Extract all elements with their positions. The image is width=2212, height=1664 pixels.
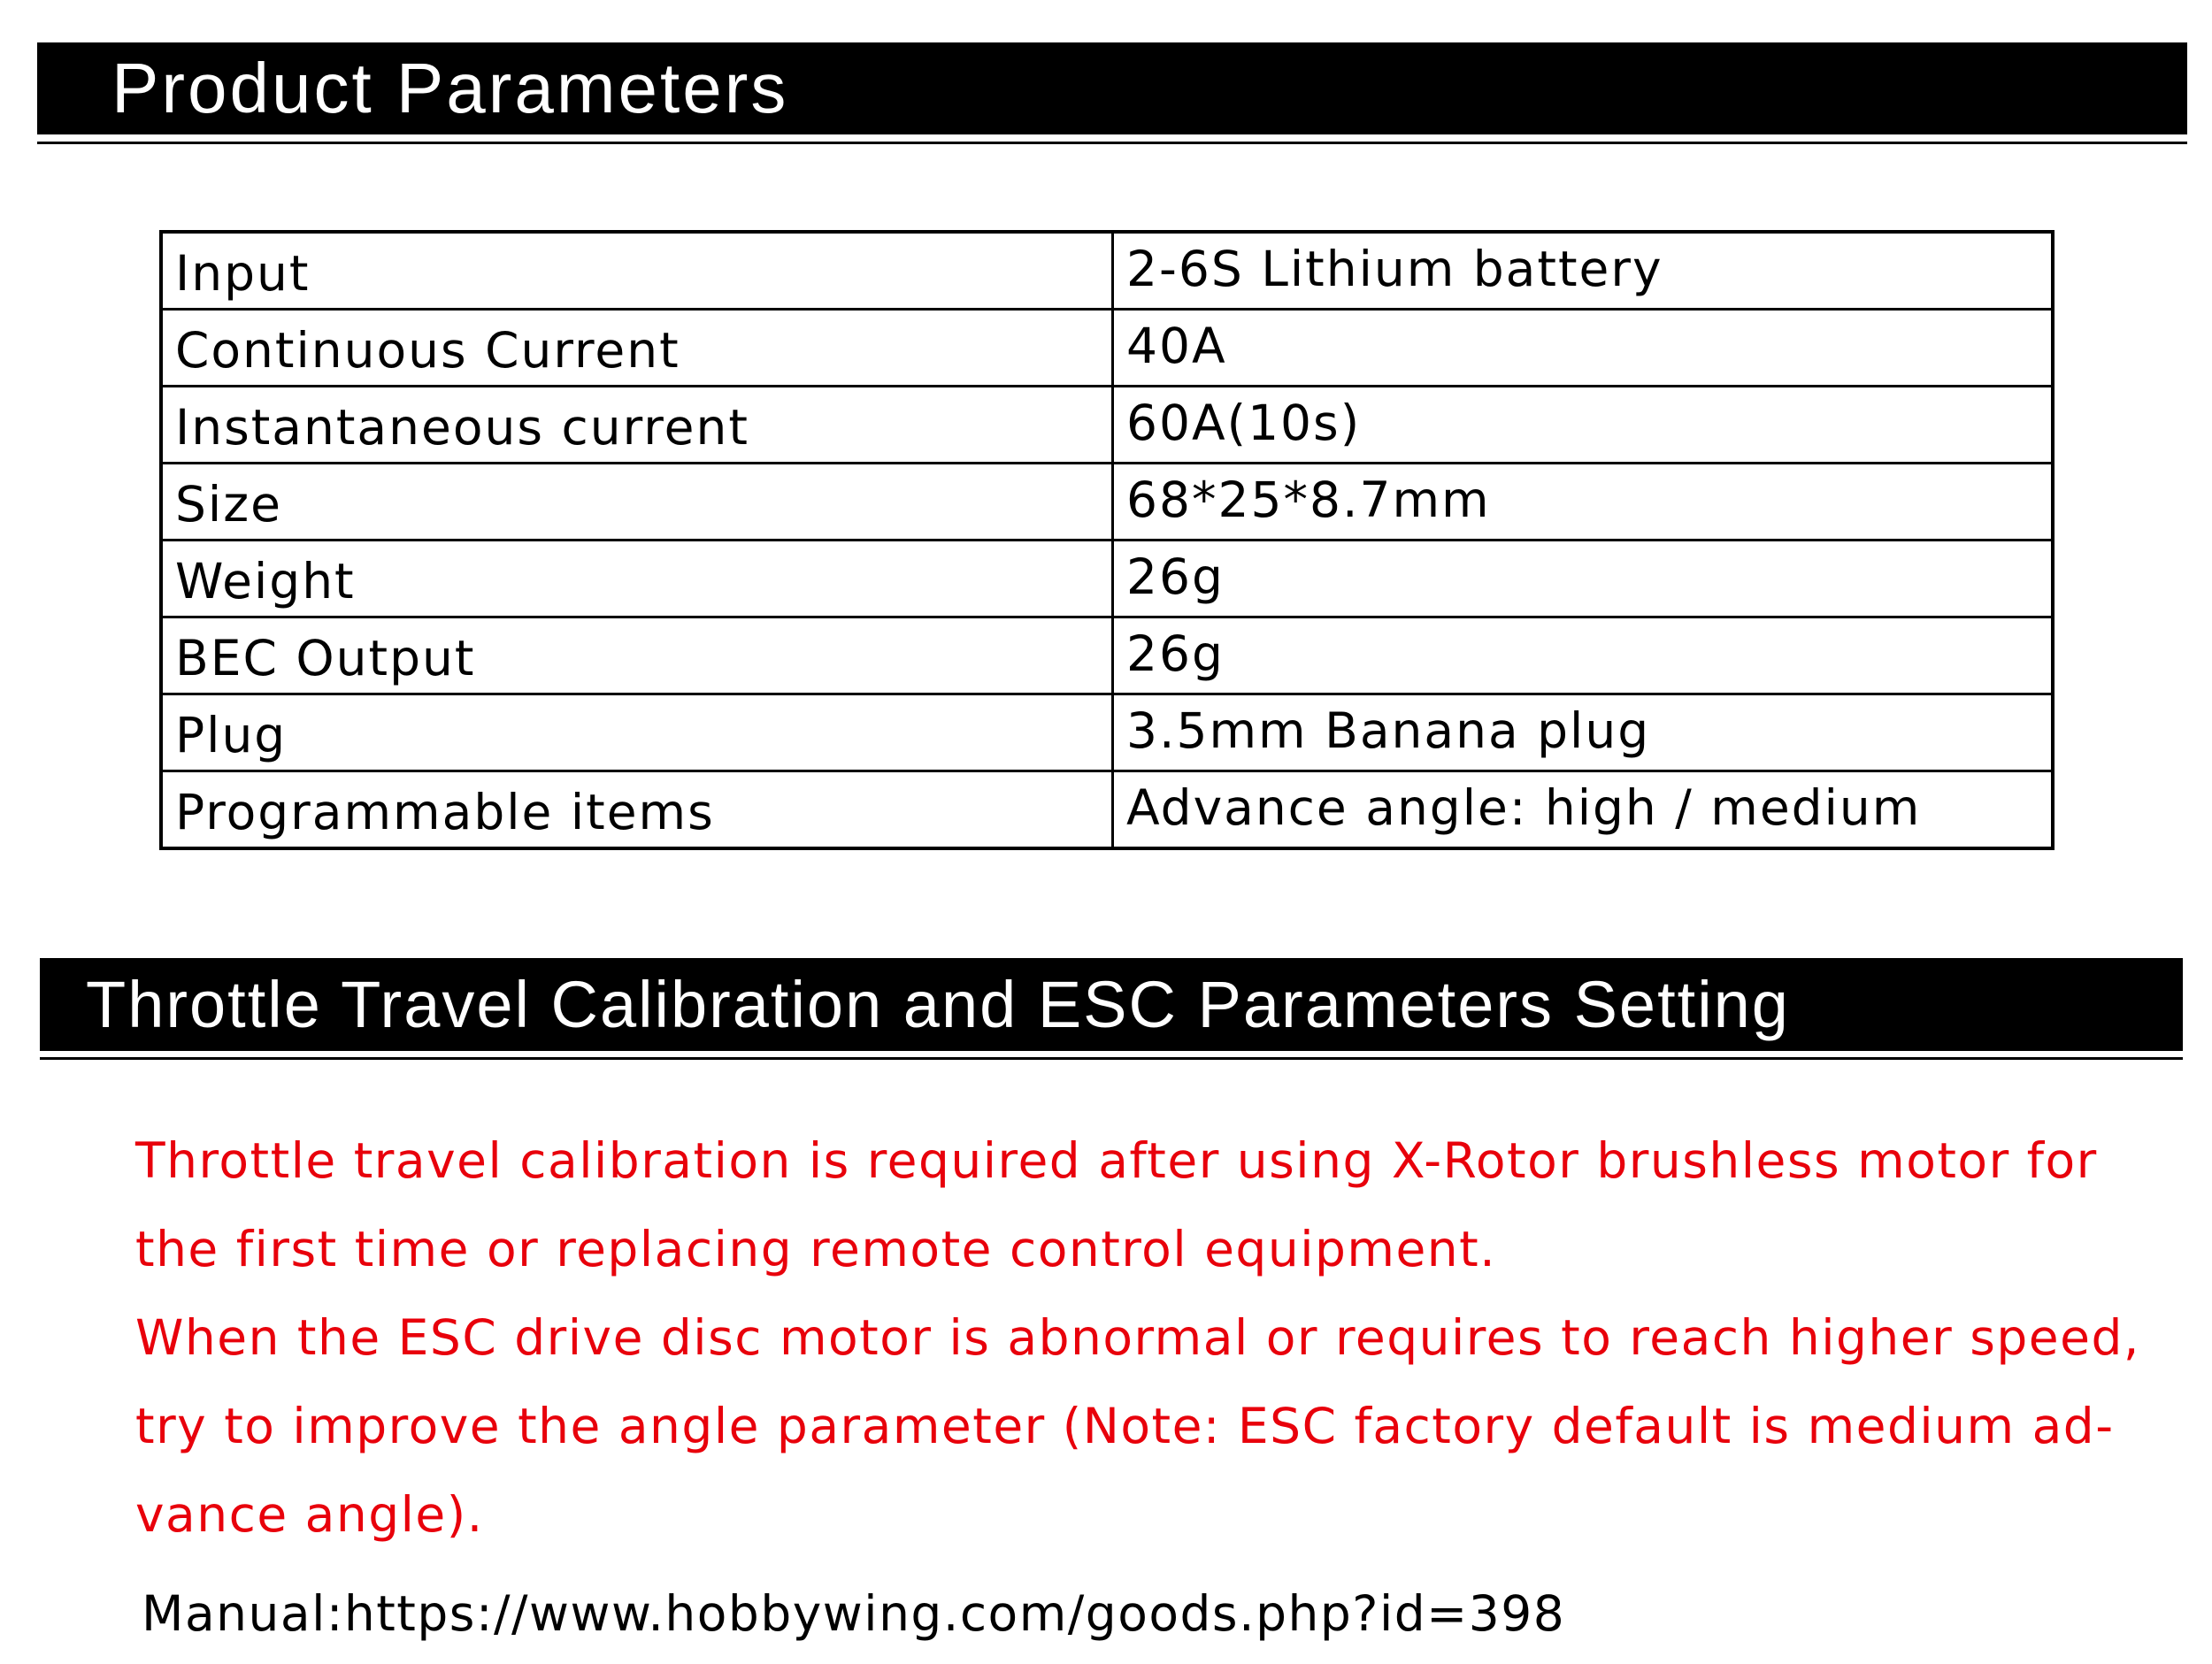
- manual-link[interactable]: Manual:https://www.hobbywing.com/goods.php?id=398: [142, 1585, 1566, 1642]
- param-value: 60A(10s): [1113, 387, 2054, 464]
- param-value: Advance angle: high / medium: [1113, 771, 2054, 849]
- calibration-notes: [135, 1116, 2170, 1559]
- table-row: [161, 771, 2053, 849]
- param-value: 2-6S Lithium battery: [1113, 232, 2054, 310]
- note-line: When the ESC drive disc motor is abnormal or requires to reach higher speed,: [135, 1309, 2140, 1366]
- param-value: 40A: [1113, 310, 2054, 387]
- table-row: [161, 464, 2053, 541]
- param-label: Size: [161, 464, 1113, 541]
- param-label: Input: [161, 232, 1113, 310]
- note-line: the first time or replacing remote control equipment.: [135, 1221, 1497, 1277]
- table-row: [161, 541, 2053, 617]
- note-line: vance angle).: [135, 1486, 484, 1543]
- table-row: [161, 232, 2053, 310]
- product-parameters-title: Product Parameters: [111, 49, 789, 127]
- param-value: 68*25*8.7mm: [1113, 464, 2054, 541]
- table-row: [161, 387, 2053, 464]
- param-label: Instantaneous current: [161, 387, 1113, 464]
- product-parameters-banner: [37, 42, 2187, 134]
- param-value: 3.5mm Banana plug: [1113, 694, 2054, 771]
- section-divider: [37, 142, 2187, 144]
- table-row: [161, 310, 2053, 387]
- param-label: BEC Output: [161, 617, 1113, 694]
- param-label: Plug: [161, 694, 1113, 771]
- param-value: 26g: [1113, 617, 2054, 694]
- parameters-table: [159, 230, 2055, 850]
- table-row: [161, 617, 2053, 694]
- param-label: Programmable items: [161, 771, 1113, 849]
- param-label: Weight: [161, 541, 1113, 617]
- note-line: try to improve the angle parameter (Note: ESC factory default is medium ad-: [135, 1398, 2115, 1454]
- param-label: Continuous Current: [161, 310, 1113, 387]
- section-divider: [40, 1057, 2183, 1060]
- note-line: Throttle travel calibration is required after using X-Rotor brushless motor for: [135, 1132, 2098, 1189]
- param-value: 26g: [1113, 541, 2054, 617]
- calibration-banner: [40, 958, 2183, 1051]
- calibration-title: Throttle Travel Calibration and ESC Parameters Setting: [86, 968, 1790, 1041]
- table-row: [161, 694, 2053, 771]
